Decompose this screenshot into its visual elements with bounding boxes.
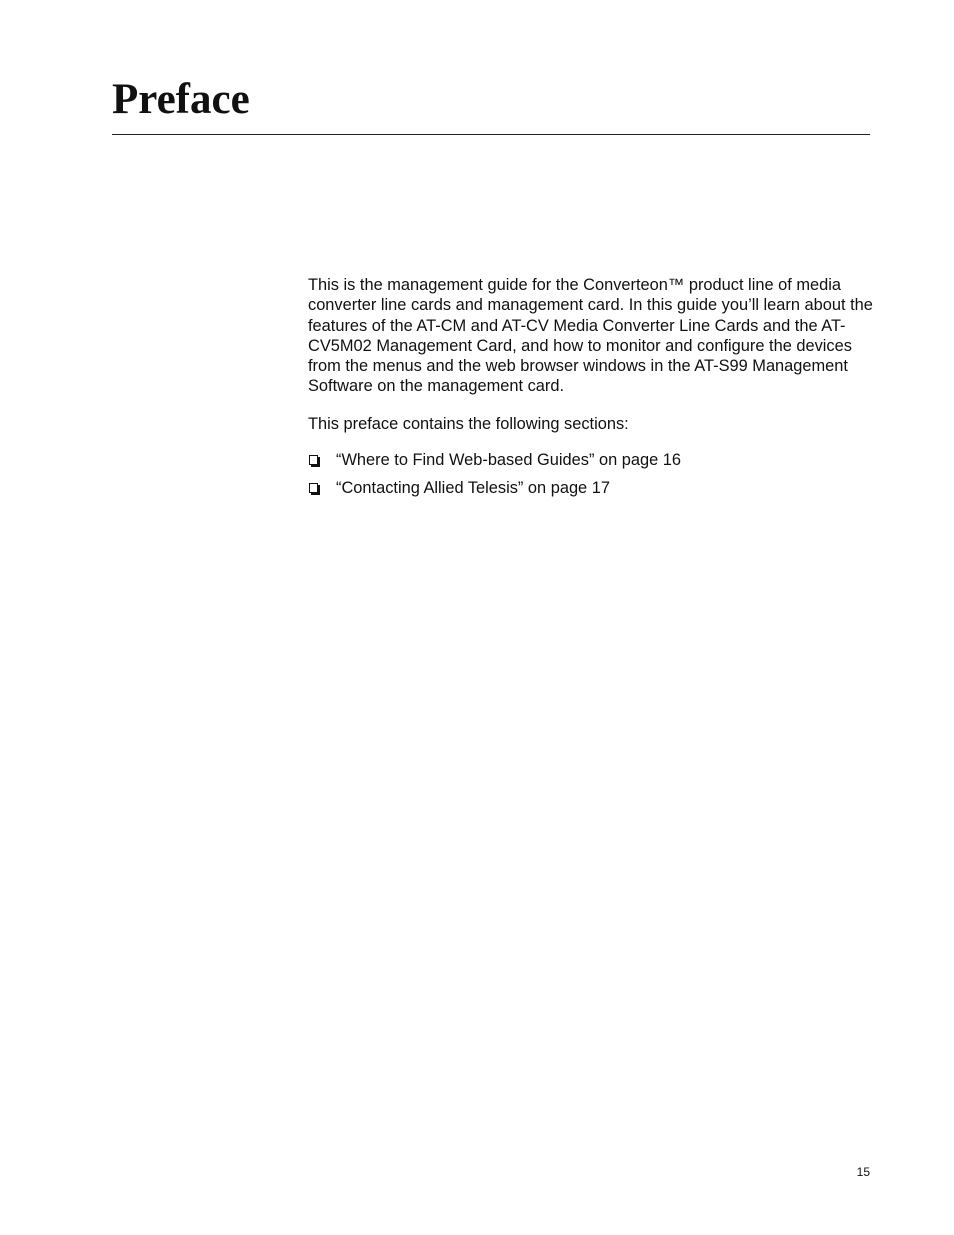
list-item [308, 450, 878, 470]
title-divider [112, 134, 870, 135]
intro-paragraph: This is the management guide for the Converteon™ product line of media converter line cards and management card. In this guide you’ll learn about the features of the AT-CM and AT-CV Media Converter Line Cards and the AT-CV5M02 Management Card, and how to monitor and configure the devices from the menus and the web browser windows in the AT-S99 Management Software on the management card. [308, 276, 873, 396]
page-number: 15 [856, 1165, 870, 1179]
list-item [308, 478, 878, 498]
section-link-web-guides[interactable]: “Where to Find Web-based Guides” on page 16 [336, 451, 682, 470]
body-content [308, 275, 878, 506]
section-list [308, 450, 878, 498]
section-link-contacting[interactable]: “Contacting Allied Telesis” on page 17 [336, 479, 610, 498]
page-title: Preface [112, 76, 250, 123]
checkbox-icon [309, 455, 318, 465]
sections-intro: This preface contains the following sections: [308, 414, 629, 433]
checkbox-icon [309, 483, 318, 493]
